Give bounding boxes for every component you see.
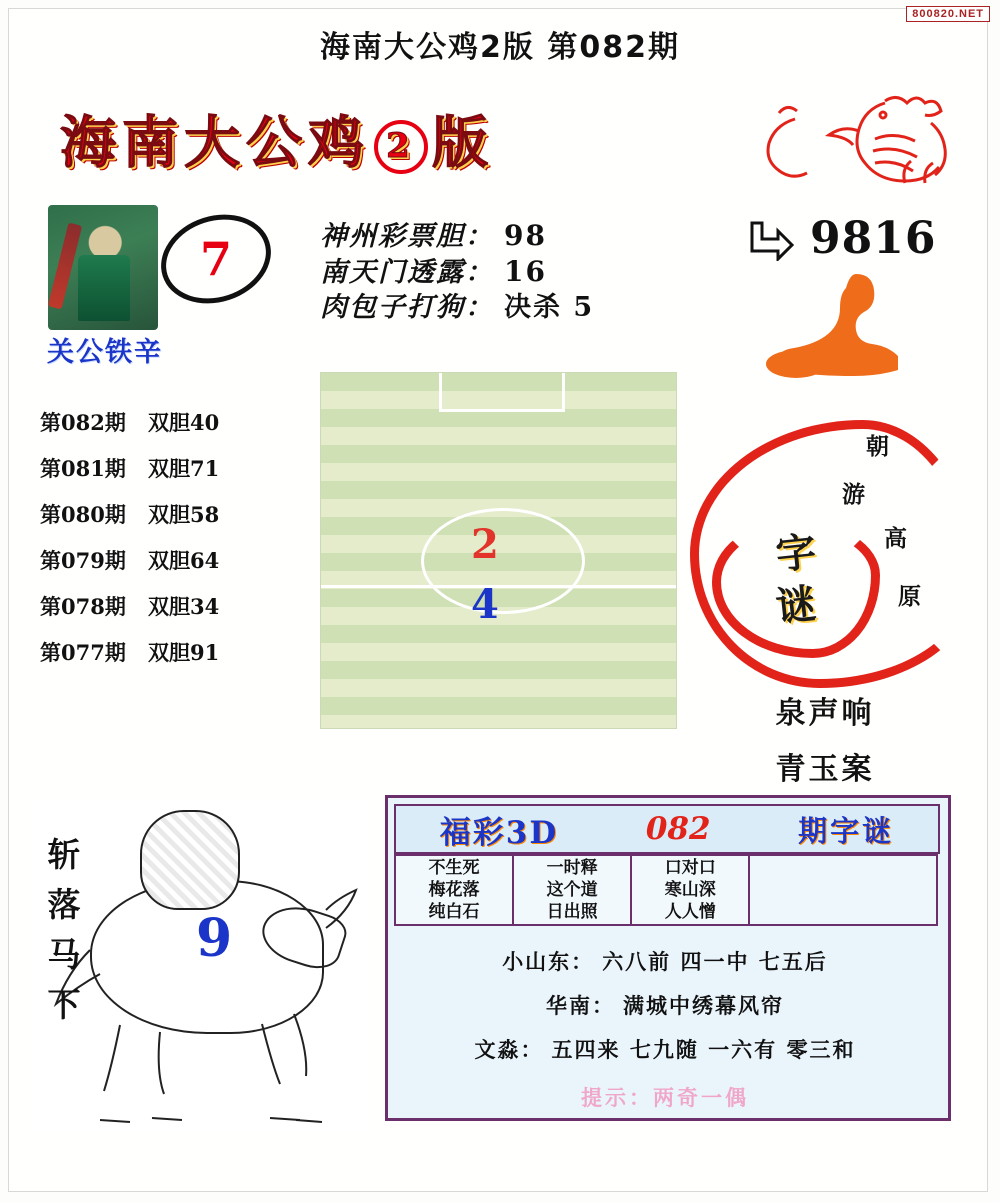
riddle-col-char-1: 朝 bbox=[866, 433, 889, 460]
hint-label: 神州彩票胆： bbox=[320, 221, 494, 252]
field-number-top: 2 bbox=[471, 521, 499, 568]
panel-cell-empty bbox=[748, 854, 938, 926]
panel-line bbox=[394, 1034, 936, 1064]
panel-suffix: 期字谜 bbox=[798, 813, 895, 848]
riddle-col-char-2: 游 bbox=[842, 481, 865, 508]
panel-cell-line: 这个道 bbox=[546, 880, 598, 900]
logo-band bbox=[40, 95, 960, 185]
panel-cell-line: 纯白石 bbox=[428, 902, 480, 922]
panel-line-text: 满城中绣幕风帘 bbox=[623, 993, 784, 1018]
hint-row bbox=[320, 218, 740, 254]
panel-cell-line: 日出照 bbox=[546, 902, 598, 922]
riddle-caption bbox=[690, 688, 960, 788]
field-center-circle bbox=[421, 508, 585, 614]
panel-line bbox=[394, 990, 936, 1020]
hint-label: 南天门透露： bbox=[320, 257, 494, 288]
horse-column-text bbox=[36, 830, 92, 1030]
arrow-right-icon bbox=[748, 221, 794, 261]
history-period: 第082期 bbox=[40, 410, 126, 435]
logo-right-text: 版 bbox=[432, 110, 494, 176]
history-value: 双胆58 bbox=[148, 502, 220, 527]
rooster-icon bbox=[735, 89, 950, 185]
guan-gong-figure bbox=[48, 205, 158, 330]
horse-col-char-1: 斩 bbox=[47, 835, 81, 874]
riddle-art bbox=[680, 410, 970, 680]
history-period: 第079期 bbox=[40, 548, 126, 573]
hint-row bbox=[320, 290, 740, 326]
panel-line-name: 华南： bbox=[546, 993, 615, 1018]
logo-left-text: 海南大公鸡 bbox=[60, 110, 370, 176]
arrow-number: 9816 bbox=[810, 213, 937, 264]
horse-col-char-4: 下 bbox=[47, 985, 81, 1024]
panel-cell-line: 不生死 bbox=[428, 858, 480, 878]
hint-value: 决杀 5 bbox=[504, 292, 595, 323]
panel-cells bbox=[394, 854, 936, 926]
history-value: 双胆64 bbox=[148, 548, 220, 573]
history-list bbox=[40, 400, 290, 676]
panel-cell-line: 梅花落 bbox=[428, 880, 480, 900]
riddle-col-char-4: 原 bbox=[898, 583, 921, 610]
horse-number: 9 bbox=[196, 908, 233, 969]
riddle-column-text bbox=[812, 428, 942, 648]
history-period: 第077期 bbox=[40, 640, 126, 665]
hint-value: 98 bbox=[504, 219, 547, 252]
hint-value: 16 bbox=[504, 255, 547, 288]
panel-cell-line: 口对口 bbox=[664, 858, 716, 878]
panel-line bbox=[394, 946, 936, 976]
history-value: 双胆40 bbox=[148, 410, 220, 435]
watermark: 800820.NET bbox=[906, 6, 990, 22]
riddle-caption-line2: 青玉案 bbox=[775, 752, 875, 787]
riddle-char-2: 谜 bbox=[773, 580, 819, 631]
panel-brand: 福彩3D bbox=[439, 814, 559, 851]
hint-list bbox=[320, 218, 740, 326]
panel-cell bbox=[394, 854, 514, 926]
panel-line-text: 六八前 四一中 七五后 bbox=[602, 949, 828, 974]
panel-cell bbox=[630, 854, 750, 926]
orange-figure bbox=[760, 272, 910, 382]
horse-col-char-2: 落 bbox=[47, 885, 81, 924]
panel-line-name: 小山东： bbox=[502, 949, 595, 974]
history-value: 双胆34 bbox=[148, 594, 220, 619]
hint-row bbox=[320, 254, 740, 290]
history-row bbox=[40, 538, 290, 584]
logo-title bbox=[60, 99, 494, 179]
field-goal-box bbox=[439, 373, 565, 412]
history-row bbox=[40, 492, 290, 538]
history-row bbox=[40, 584, 290, 630]
panel-line-name: 文淼： bbox=[474, 1037, 544, 1062]
arrow-number-box bbox=[748, 215, 978, 275]
riddle-caption-line1: 泉声响 bbox=[775, 696, 875, 731]
panel-cell-line: 寒山深 bbox=[664, 880, 716, 900]
history-row bbox=[40, 400, 290, 446]
horse-col-char-3: 马 bbox=[47, 935, 81, 974]
panel-cell bbox=[512, 854, 632, 926]
panel-cell-line: 人人憎 bbox=[664, 902, 716, 922]
riddle-col-char-3: 高 bbox=[884, 525, 907, 552]
panel-tip: 提示：两奇一偶 bbox=[581, 1085, 749, 1110]
history-period: 第081期 bbox=[40, 456, 126, 481]
logo-circle-number: 2 bbox=[374, 120, 428, 174]
ellipse-number-badge bbox=[160, 216, 272, 302]
history-row bbox=[40, 446, 290, 492]
history-period: 第080期 bbox=[40, 502, 126, 527]
page-title: 海南大公鸡2版 第082期 bbox=[320, 30, 680, 65]
hint-label: 肉包子打狗： bbox=[320, 292, 494, 323]
ellipse-number: 7 bbox=[199, 232, 232, 286]
guan-gong-label: 关公铁辛 bbox=[47, 337, 163, 368]
panel-period: 082 bbox=[645, 811, 711, 847]
history-row bbox=[40, 630, 290, 676]
history-period: 第078期 bbox=[40, 594, 126, 619]
panel-header bbox=[394, 804, 940, 854]
football-field-image bbox=[320, 372, 677, 729]
panel-cell-line: 一时释 bbox=[546, 858, 598, 878]
riddle-panel bbox=[385, 795, 951, 1121]
panel-line-text: 五四来 七九随 一六有 零三和 bbox=[551, 1037, 856, 1062]
history-value: 双胆71 bbox=[148, 456, 220, 481]
field-number-bottom: 4 bbox=[471, 581, 499, 628]
panel-lines bbox=[394, 932, 936, 1112]
history-value: 双胆91 bbox=[148, 640, 220, 665]
riddle-char-1: 字 bbox=[773, 528, 819, 579]
